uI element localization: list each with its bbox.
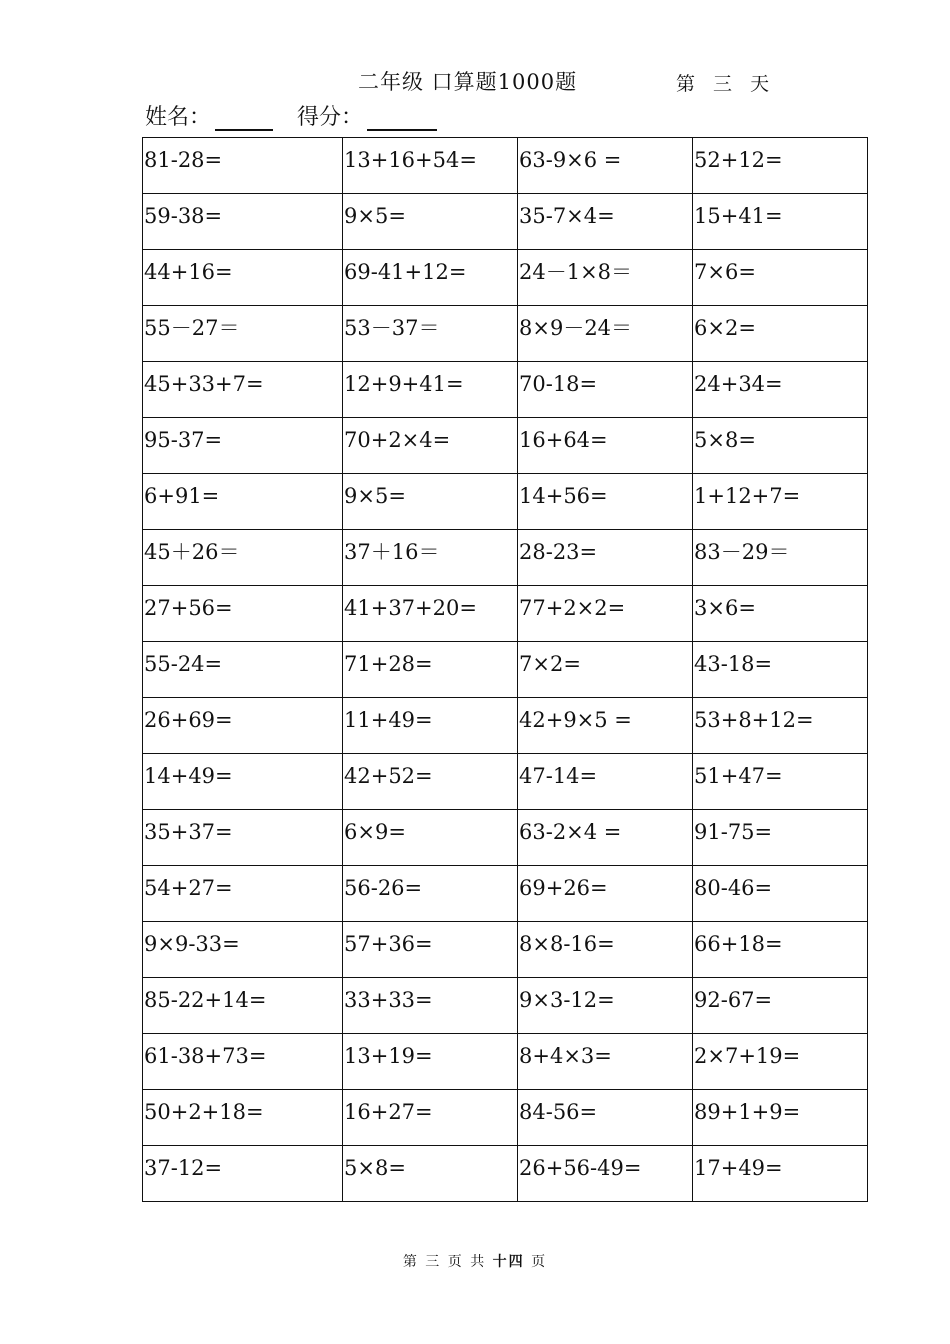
problem-cell [143,194,343,250]
problem-cell [143,978,343,1034]
problem-text: 54+27= [144,876,233,900]
problem-cell [518,754,693,810]
problem-cell [143,306,343,362]
problem-text: 33+33= [344,988,433,1012]
problem-cell [143,754,343,810]
problem-text: 70+2×4= [344,428,451,452]
problem-text: 63-2×4 = [519,820,622,844]
problem-cell [693,810,868,866]
problem-cell [518,810,693,866]
problem-text: 14+56= [519,484,608,508]
table-row [143,418,868,474]
problem-text: 47-14= [519,764,598,788]
name-blank[interactable] [215,101,273,131]
problem-text: 50+2+18= [144,1100,264,1124]
problem-text: 92-67= [694,988,773,1012]
problem-cell [343,474,518,530]
problem-cell [143,530,343,586]
problem-cell [518,474,693,530]
problem-text: 83－29＝ [694,540,790,564]
problem-cell [343,194,518,250]
problem-table [142,137,868,1202]
problem-text: 3×6= [694,596,756,620]
problem-cell [343,138,518,194]
problem-text: 45＋26＝ [144,540,240,564]
problem-text: 7×6= [694,260,756,284]
problem-text: 44+16= [144,260,233,284]
table-row [143,586,868,642]
problem-text: 16+64= [519,428,608,452]
problem-cell [143,810,343,866]
problem-text: 13+16+54= [344,148,477,172]
problem-text: 15+41= [694,204,783,228]
problem-cell [343,698,518,754]
problem-cell [693,586,868,642]
problem-cell [693,138,868,194]
problem-text: 45+33+7= [144,372,264,396]
problem-cell [518,1034,693,1090]
problem-cell [143,866,343,922]
problem-text: 52+12= [694,148,783,172]
problem-text: 59-38= [144,204,223,228]
problem-cell [343,250,518,306]
problem-text: 6+91= [144,484,220,508]
problem-cell [143,1034,343,1090]
problem-cell [143,642,343,698]
problem-cell [693,194,868,250]
problem-cell [693,978,868,1034]
problem-text: 12+9+41= [344,372,464,396]
problem-cell [343,1034,518,1090]
problem-table-body [143,138,868,1202]
table-row [143,1090,868,1146]
problem-cell [518,362,693,418]
problem-cell [143,1146,343,1202]
name-label: 姓名： [145,105,212,130]
table-row [143,810,868,866]
problem-text: 9×9-33= [144,932,240,956]
problem-cell [693,474,868,530]
problem-cell [693,1146,868,1202]
problem-text: 9×5= [344,204,406,228]
problem-cell [693,866,868,922]
problem-text: 1+12+7= [694,484,801,508]
problem-text: 56-26= [344,876,423,900]
problem-text: 69-41+12= [344,260,467,284]
problem-cell [518,530,693,586]
table-row [143,1034,868,1090]
problem-cell [143,418,343,474]
problem-cell [518,418,693,474]
problem-cell [343,866,518,922]
problem-cell [343,530,518,586]
table-row [143,922,868,978]
problem-cell [518,978,693,1034]
table-row [143,642,868,698]
problem-text: 77+2×2= [519,596,626,620]
problem-text: 24+34= [694,372,783,396]
problem-text: 9×5= [344,484,406,508]
problem-cell [518,866,693,922]
student-info-row [145,100,437,131]
worksheet-title: 二年级 口算题1000题 [358,70,578,94]
page-footer [0,1251,950,1271]
problem-cell [343,1146,518,1202]
problem-cell [143,362,343,418]
problem-cell [518,250,693,306]
problem-text: 91-75= [694,820,773,844]
problem-cell [518,586,693,642]
problem-cell [343,978,518,1034]
problem-cell [693,362,868,418]
table-row [143,978,868,1034]
problem-text: 95-37= [144,428,223,452]
day-label: 第 三 天 [676,73,776,95]
problem-text: 8×8-16= [519,932,615,956]
problem-text: 69+26= [519,876,608,900]
table-row [143,530,868,586]
score-blank[interactable] [367,101,437,131]
problem-text: 42+52= [344,764,433,788]
problem-text: 51+47= [694,764,783,788]
problem-cell [343,810,518,866]
problem-text: 8+4×3= [519,1044,612,1068]
table-row [143,754,868,810]
problem-text: 42+9×5 = [519,708,632,732]
problem-text: 61-38+73= [144,1044,267,1068]
problem-text: 71+28= [344,652,433,676]
problem-text: 43-18= [694,652,773,676]
problem-cell [343,642,518,698]
problem-cell [693,1034,868,1090]
problem-text: 5×8= [694,428,756,452]
problem-cell [693,530,868,586]
problem-text: 26+69= [144,708,233,732]
problem-text: 55-24= [144,652,223,676]
problem-text: 70-18= [519,372,598,396]
table-row [143,1146,868,1202]
problem-cell [143,698,343,754]
footer-prefix: 第 三 页 共 [402,1254,493,1270]
problem-text: 53－37＝ [344,316,440,340]
problem-text: 7×2= [519,652,581,676]
problem-text: 28-23= [519,540,598,564]
problem-text: 55－27＝ [144,316,240,340]
problem-cell [518,1146,693,1202]
problem-cell [693,1090,868,1146]
problem-cell [518,306,693,362]
problem-cell [693,250,868,306]
problem-text: 81-28= [144,148,223,172]
problem-text: 2×7+19= [694,1044,801,1068]
problem-cell [343,306,518,362]
table-row [143,866,868,922]
problem-cell [143,922,343,978]
problem-text: 8×9－24＝ [519,316,633,340]
problem-text: 9×3-12= [519,988,615,1012]
problem-text: 11+49= [344,708,433,732]
problem-cell [518,642,693,698]
problem-cell [693,306,868,362]
problem-cell [343,362,518,418]
problem-cell [518,922,693,978]
table-row [143,698,868,754]
problem-cell [343,586,518,642]
problem-cell [518,138,693,194]
table-row [143,194,868,250]
problem-text: 63-9×6 = [519,148,622,172]
problem-cell [343,754,518,810]
problem-text: 6×2= [694,316,756,340]
problem-text: 84-56= [519,1100,598,1124]
footer-total-pages: 十四 [492,1254,525,1270]
problem-cell [143,586,343,642]
problem-text: 35-7×4= [519,204,615,228]
problem-text: 14+49= [144,764,233,788]
problem-text: 5×8= [344,1156,406,1180]
problem-cell [343,922,518,978]
problem-cell [518,698,693,754]
problem-cell [693,698,868,754]
problem-text: 13+19= [344,1044,433,1068]
problem-cell [343,1090,518,1146]
footer-suffix: 页 [524,1254,548,1270]
table-row [143,362,868,418]
table-row [143,138,868,194]
problem-text: 16+27= [344,1100,433,1124]
problem-text: 17+49= [694,1156,783,1180]
problem-cell [343,418,518,474]
problem-text: 24－1×8＝ [519,260,633,284]
problem-text: 26+56-49= [519,1156,642,1180]
problem-cell [693,642,868,698]
problem-cell [143,250,343,306]
problem-text: 6×9= [344,820,406,844]
problem-cell [143,138,343,194]
problem-text: 35+37= [144,820,233,844]
problem-text: 57+36= [344,932,433,956]
problem-text: 89+1+9= [694,1100,801,1124]
problem-cell [693,418,868,474]
table-row [143,474,868,530]
problem-cell [518,194,693,250]
problem-text: 80-46= [694,876,773,900]
score-label: 得分： [297,105,364,130]
problem-text: 27+56= [144,596,233,620]
table-row [143,250,868,306]
problem-cell [143,1090,343,1146]
problem-cell [693,922,868,978]
problem-cell [693,754,868,810]
problem-cell [518,1090,693,1146]
table-row [143,306,868,362]
problem-cell [143,474,343,530]
problem-text: 37＋16＝ [344,540,440,564]
problem-text: 41+37+20= [344,596,477,620]
problem-text: 85-22+14= [144,988,267,1012]
problem-text: 37-12= [144,1156,223,1180]
problem-text: 53+8+12= [694,708,814,732]
problem-text: 66+18= [694,932,783,956]
